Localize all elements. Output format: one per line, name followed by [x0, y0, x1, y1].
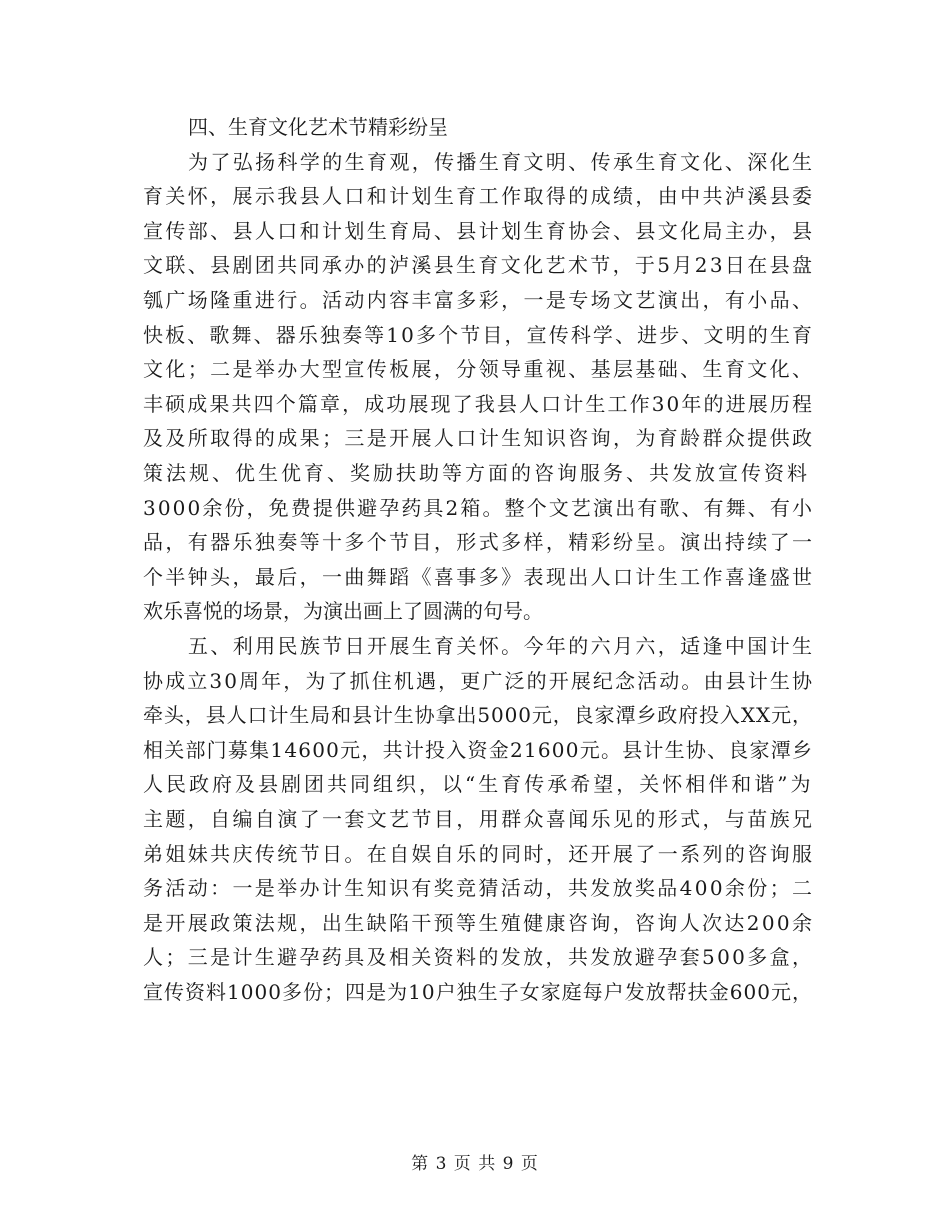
paragraph-line: 丰硕成果共四个篇章，成功展现了我县人口计生工作30年的进展历程 [143, 391, 815, 416]
paragraph-line: 宣传资料1000多份；四是为10户独生子女家庭每户发放帮扶金600元， [143, 980, 814, 1004]
paragraph-line: 协成立30周年，为了抓住机遇，更广泛的开展纪念活动。由县计生协 [143, 668, 815, 693]
paragraph-line: 文化；二是举办大型宣传板展，分领导重视、基层基础、生育文化、 [143, 357, 815, 382]
paragraph-line: 文联、县剧团共同承办的泸溪县生育文化艺术节，于5月23日在县盘 [143, 253, 815, 278]
paragraph-line: 人；三是计生避孕药具及相关资料的发放，共发放避孕套500多盒， [143, 945, 815, 970]
paragraph-line: 瓠广场隆重进行。活动内容丰富多彩，一是专场文艺演出，有小品、 [143, 288, 815, 312]
paragraph-line: 个半钟头，最后，一曲舞蹈《喜事多》表现出人口计生工作喜逢盛世 [143, 564, 815, 589]
section-heading-line: 四、生育文化艺术节精彩纷呈 [188, 115, 448, 139]
paragraph-line: 欢乐喜悦的场景，为演出画上了圆满的句号。 [143, 599, 543, 624]
paragraph-line: 宣传部、县人口和计划生育局、县计划生育协会、县文化局主办，县 [143, 218, 815, 243]
paragraph-line: 相关部门募集14600元，共计投入资金21600元。县计生协、良家潭乡 [143, 737, 814, 762]
paragraph-line: 牵头，县人口计生局和县计生协拿出5000元，良家潭乡政府投入XX元， [143, 703, 813, 728]
paragraph-line: 品，有器乐独奏等十多个节目，形式多样，精彩纷呈。演出持续了一 [143, 530, 815, 555]
paragraph-line: 务活动：一是举办计生知识有奖竞猜活动，共发放奖品400余份；二 [143, 876, 815, 901]
paragraph-line: 及及所取得的成果；三是开展人口计生知识咨询，为育龄群众提供政 [143, 426, 815, 451]
paragraph-line: 育关怀，展示我县人口和计划生育工作取得的成绩，由中共泸溪县委 [143, 184, 815, 209]
paragraph-line: 主题，自编自演了一套文艺节目，用群众喜闻乐见的形式，与苗族兄 [143, 807, 815, 831]
paragraph-line: 弟姐妹共庆传统节日。在自娱自乐的同时，还开展了一系列的咨询服 [143, 841, 815, 866]
paragraph-line: 3000余份，免费提供避孕药具2箱。整个文艺演出有歌、有舞、有小 [143, 495, 815, 520]
paragraph-line: 是开展政策法规，出生缺陷干预等生殖健康咨询，咨询人次达200余 [143, 910, 815, 935]
section-heading-line: 五、利用民族节日开展生育关怀。今年的六月六，适逢中国计生 [188, 634, 815, 658]
paragraph-line: 策法规、优生优育、奖励扶助等方面的咨询服务、共发放宣传资料 [143, 461, 810, 485]
paragraph-line: 人民政府及县剧团共同组织，以“生育传承希望，关怀相伴和谐”为 [143, 772, 814, 797]
paragraph-line: 为了弘扬科学的生育观，传播生育文明、传承生育文化、深化生 [188, 149, 815, 174]
page-footer: 第 3 页 共 9 页 [411, 1154, 539, 1174]
paragraph-line: 快板、歌舞、器乐独奏等10多个节目，宣传科学、进步、文明的生育 [143, 322, 815, 347]
